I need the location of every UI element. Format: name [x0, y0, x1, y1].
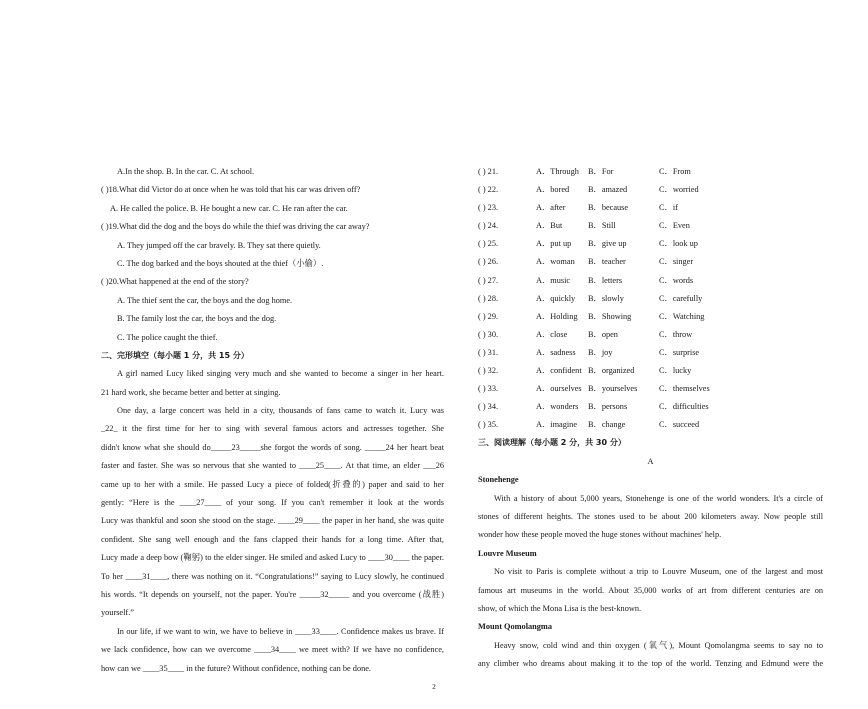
option-b: B．letters — [588, 275, 623, 285]
question-number: ( ) 26. — [478, 257, 499, 267]
option-a: A．imagine — [536, 420, 578, 430]
q19-option-c: C. The dog barked and the boys shouted at the thief（小偷）. — [117, 258, 324, 268]
option-c: C．lucky — [659, 366, 692, 376]
cloze-options-list — [478, 163, 823, 434]
option-a: A．woman — [536, 257, 575, 267]
option-a: A．confident — [536, 366, 582, 376]
cloze-line: faster and faster. She was so nervous that she wanted to ____25____. At that time, an elder ___26 — [101, 461, 444, 471]
option-c: C．carefully — [659, 293, 703, 303]
cloze-line: yourself.” — [101, 608, 134, 618]
option-b: B．open — [588, 329, 618, 339]
cloze-question-row — [478, 163, 823, 181]
question-number: ( ) 35. — [478, 420, 499, 430]
passage-heading-stonehenge: Stonehenge — [478, 475, 519, 485]
passage-line: No visit to Paris is complete without a trip to Louvre Museum, one of the largest and most — [494, 567, 823, 577]
question-number: ( ) 28. — [478, 293, 499, 303]
option-b: B．teacher — [588, 257, 626, 267]
option-a: A．Holding — [536, 311, 578, 321]
option-c: C．Even — [659, 221, 690, 231]
option-a: A．ourselves — [536, 384, 582, 394]
question-number: ( ) 32. — [478, 366, 499, 376]
option-c: C．if — [659, 203, 678, 213]
passage-line: Heavy snow, cold wind and thin oxygen (氧气), Mount Qomolangma seems to say no to — [494, 640, 823, 650]
question-number: ( ) 22. — [478, 185, 499, 195]
cloze-line: how can we ____35____ in the future? Without confidence, nothing can be done. — [101, 663, 372, 673]
passage-line: show, of which the Mona Lisa is the best-known. — [478, 603, 642, 613]
question-number: ( ) 34. — [478, 402, 499, 412]
cloze-line: came up to her with a smile. He passed Lucy a piece of folded(折叠的) paper and said to her — [101, 479, 444, 489]
cloze-line: didn't know what she should do_____23_____she forgot the words of song. _____24 her heart beat — [101, 442, 444, 452]
cloze-question-row — [478, 308, 823, 326]
right-column — [478, 163, 823, 673]
passage-heading-qomolangma: Mount Qomolangma — [478, 622, 552, 632]
q20-option-c: C. The police caught the thief. — [117, 332, 218, 342]
option-b: B．joy — [588, 347, 613, 357]
cloze-line: A girl named Lucy liked singing very much and she wanted to become a singer in her heart. — [117, 369, 444, 379]
q18-stem: ( )18.What did Victor do at once when he was told that his car was driven off? — [101, 185, 361, 195]
cloze-question-row — [478, 290, 823, 308]
cloze-question-row — [478, 344, 823, 362]
option-a: A．wonders — [536, 402, 579, 412]
cloze-question-row — [478, 217, 823, 235]
cloze-line: confident. She sang well enough and the fans clapped their hands for a long time. After that, — [101, 534, 444, 544]
question-number: ( ) 31. — [478, 347, 499, 357]
option-b: B．amazed — [588, 185, 628, 195]
option-b: B．change — [588, 420, 626, 430]
option-c: C．words — [659, 275, 694, 285]
option-b: B．Showing — [588, 311, 632, 321]
cloze-question-row — [478, 398, 823, 416]
option-a: A．put up — [536, 239, 572, 249]
passage-heading-louvre: Louvre Museum — [478, 548, 537, 558]
option-b: B．Still — [588, 221, 616, 231]
cloze-line: _22_ it the first time for her to sing with several famous actors and actresses together. She — [101, 424, 444, 434]
option-b: B．For — [588, 167, 614, 176]
cloze-line: we lack confidence, how can we overcome ____34____ we meet with? If we have no confidence, — [101, 645, 444, 655]
cloze-question-row — [478, 199, 823, 217]
cloze-question-row — [478, 362, 823, 380]
q17-options: A.In the shop. B. In the car. C. At school. — [117, 167, 255, 176]
q20-option-b: B. The family lost the car, the boys and the dog. — [117, 314, 277, 324]
cloze-line: Lucy made a deep bow (鞠躬) to the elder singer. He smiled and asked Lucy to ____30____ the paper. — [101, 553, 444, 563]
passage-line: famous art museums in the world. About 35,000 works of art from different centuries are on — [478, 585, 823, 595]
cloze-line: Lucy was thankful and soon she stood on the stage. ____29____ the paper in her hand, she was quite — [101, 516, 444, 526]
reading-section-title: 三、阅读理解（每小题 2 分，共 30 分） — [478, 438, 626, 448]
left-column — [101, 163, 444, 678]
q18-options: A. He called the police. B. He bought a new car. C. He ran after the car. — [110, 203, 348, 213]
option-a: A．after — [536, 203, 566, 213]
option-b: B．slowly — [588, 293, 624, 303]
option-c: C．Watching — [659, 311, 705, 321]
option-c: C．singer — [659, 257, 694, 267]
option-a: A．bored — [536, 185, 570, 195]
question-number: ( ) 33. — [478, 384, 499, 394]
option-a: A．music — [536, 275, 571, 285]
cloze-line: 21 hard work, she became better and better at singing. — [101, 387, 281, 397]
cloze-question-row — [478, 181, 823, 199]
passage-line: stones of different heights. The stones used to be about 200 kilometers away. Now people still — [478, 511, 823, 521]
cloze-line: gently: “Here is the ____27____ of your song. If you can't remember it look at the words — [101, 498, 444, 508]
option-b: B．organized — [588, 366, 635, 376]
q19-options-ab: A. They jumped off the car bravely. B. They sat there quietly. — [117, 240, 321, 250]
passage-line: wonder how these people moved the huge stones without machines' help. — [478, 530, 722, 540]
cloze-question-row — [478, 326, 823, 344]
passage-line: any climber who dreams about making it to the top of the world. Tenzing and Edmund were the — [478, 659, 823, 669]
option-c: C．worried — [659, 185, 699, 195]
option-b: B．give up — [588, 239, 627, 249]
option-a: A．quickly — [536, 293, 576, 303]
question-number: ( ) 30. — [478, 329, 499, 339]
option-c: C．succeed — [659, 420, 700, 430]
option-b: B．yourselves — [588, 384, 638, 394]
q19-stem: ( )19.What did the dog and the boys do while the thief was driving the car away? — [101, 222, 370, 232]
cloze-question-row — [478, 380, 823, 398]
option-a: A．But — [536, 221, 563, 231]
question-number: ( ) 24. — [478, 221, 499, 231]
option-c: C．From — [659, 167, 691, 176]
cloze-question-row — [478, 272, 823, 290]
option-a: A．Through — [536, 167, 579, 176]
cloze-line: his words. “It depends on yourself, not the paper. You're _____32_____ and you overcome (战胜) — [101, 589, 444, 599]
page-number: 2 — [432, 683, 436, 691]
cloze-question-row — [478, 235, 823, 253]
cloze-line: To her ____31____, there was nothing on it. “Congratulations!” saying to Lucy slowly, he continued — [101, 571, 444, 581]
question-number: ( ) 29. — [478, 311, 499, 321]
q20-option-a: A. The thief sent the car, the boys and the dog home. — [117, 295, 293, 305]
option-c: C．look up — [659, 239, 698, 249]
q20-stem: ( )20.What happened at the end of the story? — [101, 277, 249, 287]
option-c: C．themselves — [659, 384, 710, 394]
cloze-line: One day, a large concert was held in a city, thousands of fans came to watch it. Lucy was — [117, 406, 444, 416]
question-number: ( ) 23. — [478, 203, 499, 213]
cloze-line: In our life, if we want to win, we have to believe in ____33____. Confidence makes us brave. If — [117, 626, 444, 636]
option-b: B．because — [588, 203, 629, 213]
question-number: ( ) 25. — [478, 239, 499, 249]
passage-line: With a history of about 5,000 years, Stonehenge is one of the world wonders. It's a circle of — [494, 493, 823, 503]
option-a: A．sadness — [536, 347, 576, 357]
option-c: C．difficulties — [659, 402, 709, 412]
cloze-question-row — [478, 416, 823, 434]
reading-part-label: A — [647, 456, 654, 466]
option-c: C．surprise — [659, 347, 700, 357]
question-number: ( ) 27. — [478, 275, 499, 285]
question-number: ( ) 21. — [478, 167, 499, 176]
option-a: A．close — [536, 329, 568, 339]
cloze-question-row — [478, 253, 823, 271]
option-c: C．throw — [659, 329, 693, 339]
cloze-section-title: 二、完形填空（每小题 1 分，共 15 分） — [101, 350, 249, 360]
option-b: B．persons — [588, 402, 628, 412]
